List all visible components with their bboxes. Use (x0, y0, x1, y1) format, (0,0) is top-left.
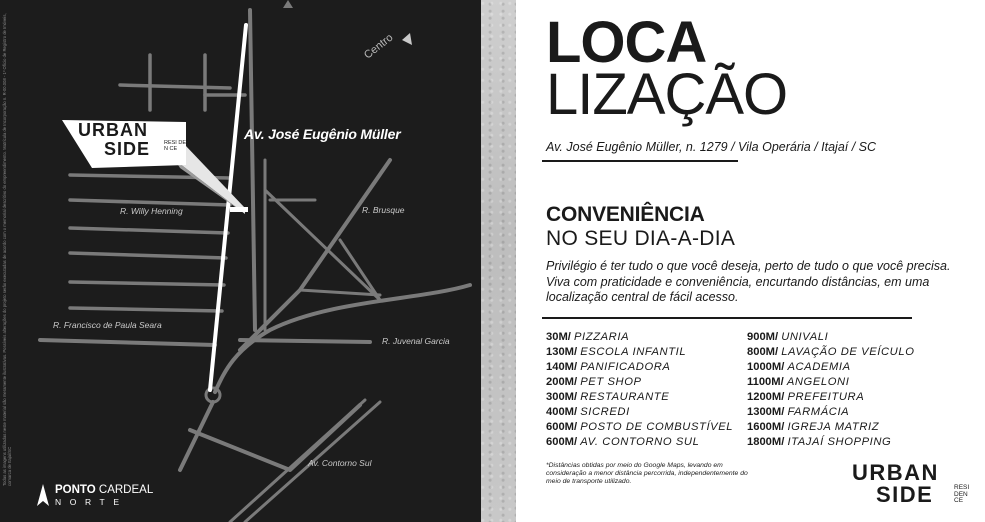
distance-item: 140M/ PANIFICADORA (546, 361, 671, 373)
distance-item: 1800M/ ITAJAÍ SHOPPING (747, 436, 892, 448)
title-line-2: LIZAÇÃO (546, 62, 788, 127)
distance-item: 200M/ PET SHOP (546, 376, 642, 388)
main-avenue-label: Av. José Eugênio Müller (244, 126, 401, 142)
centro-arrow-icon (402, 33, 412, 45)
distance-item: 400M/ SICREDI (546, 406, 630, 418)
urban-side-logo (852, 461, 982, 511)
distance-item: 600M/ AV. CONTORNO SUL (546, 436, 700, 448)
centro-label: Centro (362, 31, 396, 62)
distance-list-right (747, 330, 915, 450)
label-juvenal: R. Juvenal Garcia (382, 336, 450, 346)
distance-item: 1000M/ ACADEMIA (747, 361, 851, 373)
north-arrow-icon (283, 0, 293, 8)
distance-item: 1100M/ ANGELONI (747, 376, 850, 388)
label-francisco: R. Francisco de Paula Seara (53, 320, 162, 330)
legal-disclaimer: Todas as imagens utilizadas neste material são meramente ilustrativas. Possíveis alterações do projeto serão executadas de acordo com o memorial descritivo do empreendimento. Matrícula de Incorporação n. R-00.008 - 1º Ofício de Registro de Imóveis, comarca de Itajaí/SC (2, 13, 13, 486)
section-subtitle: NO SEU DIA-A-DIA (546, 227, 736, 250)
distance-item: 600M/ POSTO DE COMBUSTÍVEL (546, 421, 734, 433)
concrete-texture-strip (481, 0, 516, 522)
urban-side-pin-logo (60, 118, 190, 168)
distance-item: 30M/ PIZZARIA (546, 331, 630, 343)
label-willy-henning: R. Willy Henning (120, 206, 183, 216)
distance-item: 1300M/ FARMÁCIA (747, 406, 850, 418)
street-secondary-vertical (250, 10, 255, 330)
street-brusque (240, 160, 390, 350)
distance-item: 1600M/ IGREJA MATRIZ (747, 421, 880, 433)
brand-word-urban: URBAN (852, 460, 939, 485)
label-brusque: R. Brusque (362, 205, 405, 215)
ponto-cardeal-line2: NORTE (55, 497, 128, 507)
label-contorno: Av. Contorno Sul (308, 458, 372, 468)
street-juvenal (240, 340, 370, 342)
distance-item: 300M/ RESTAURANTE (546, 391, 670, 403)
logo-word-residence: RESI DEN CE (164, 140, 187, 152)
distance-list-left (546, 330, 733, 450)
location-map (0, 0, 481, 522)
brand-word-side: SIDE (876, 482, 934, 507)
section-title: CONVENIÊNCIA (546, 203, 705, 226)
distance-item: 800M/ LAVAÇÃO DE VEÍCULO (747, 346, 915, 358)
distance-item: 130M/ ESCOLA INFANTIL (546, 346, 687, 358)
address-divider (542, 160, 738, 162)
street-francisco (40, 340, 215, 345)
brand-word-residence: RESI DEN CE (954, 484, 970, 505)
logo-word-side: SIDE (104, 139, 151, 159)
location-info-panel (516, 0, 985, 522)
address: Av. José Eugênio Müller, n. 1279 / Vila Operária / Itajaí / SC (546, 140, 877, 154)
distance-item: 900M/ UNIVALI (747, 331, 829, 343)
distance-item: 1200M/ PREFEITURA (747, 391, 865, 403)
distance-footnote: *Distâncias obtidas por meio do Google Maps, levando em consideração a menor distância percorrida, independentemente do meio de transporte utilizado. (546, 462, 748, 485)
ponto-cardeal-line1: PONTO CARDEAL (55, 484, 154, 496)
intro-paragraph: Privilégio é ter tudo o que você deseja, perto de tudo o que você precisa. Viva com praticidade e conveniência, encurtando distâncias, em uma localização central de fácil acesso. (546, 259, 951, 304)
ponto-cardeal-mark-icon (37, 484, 49, 506)
street-map-drawing (0, 0, 481, 522)
title-line-1: LOCA (546, 10, 707, 75)
logo-word-urban: URBAN (78, 120, 148, 140)
intro-divider (542, 317, 912, 319)
site-marker (230, 207, 248, 212)
